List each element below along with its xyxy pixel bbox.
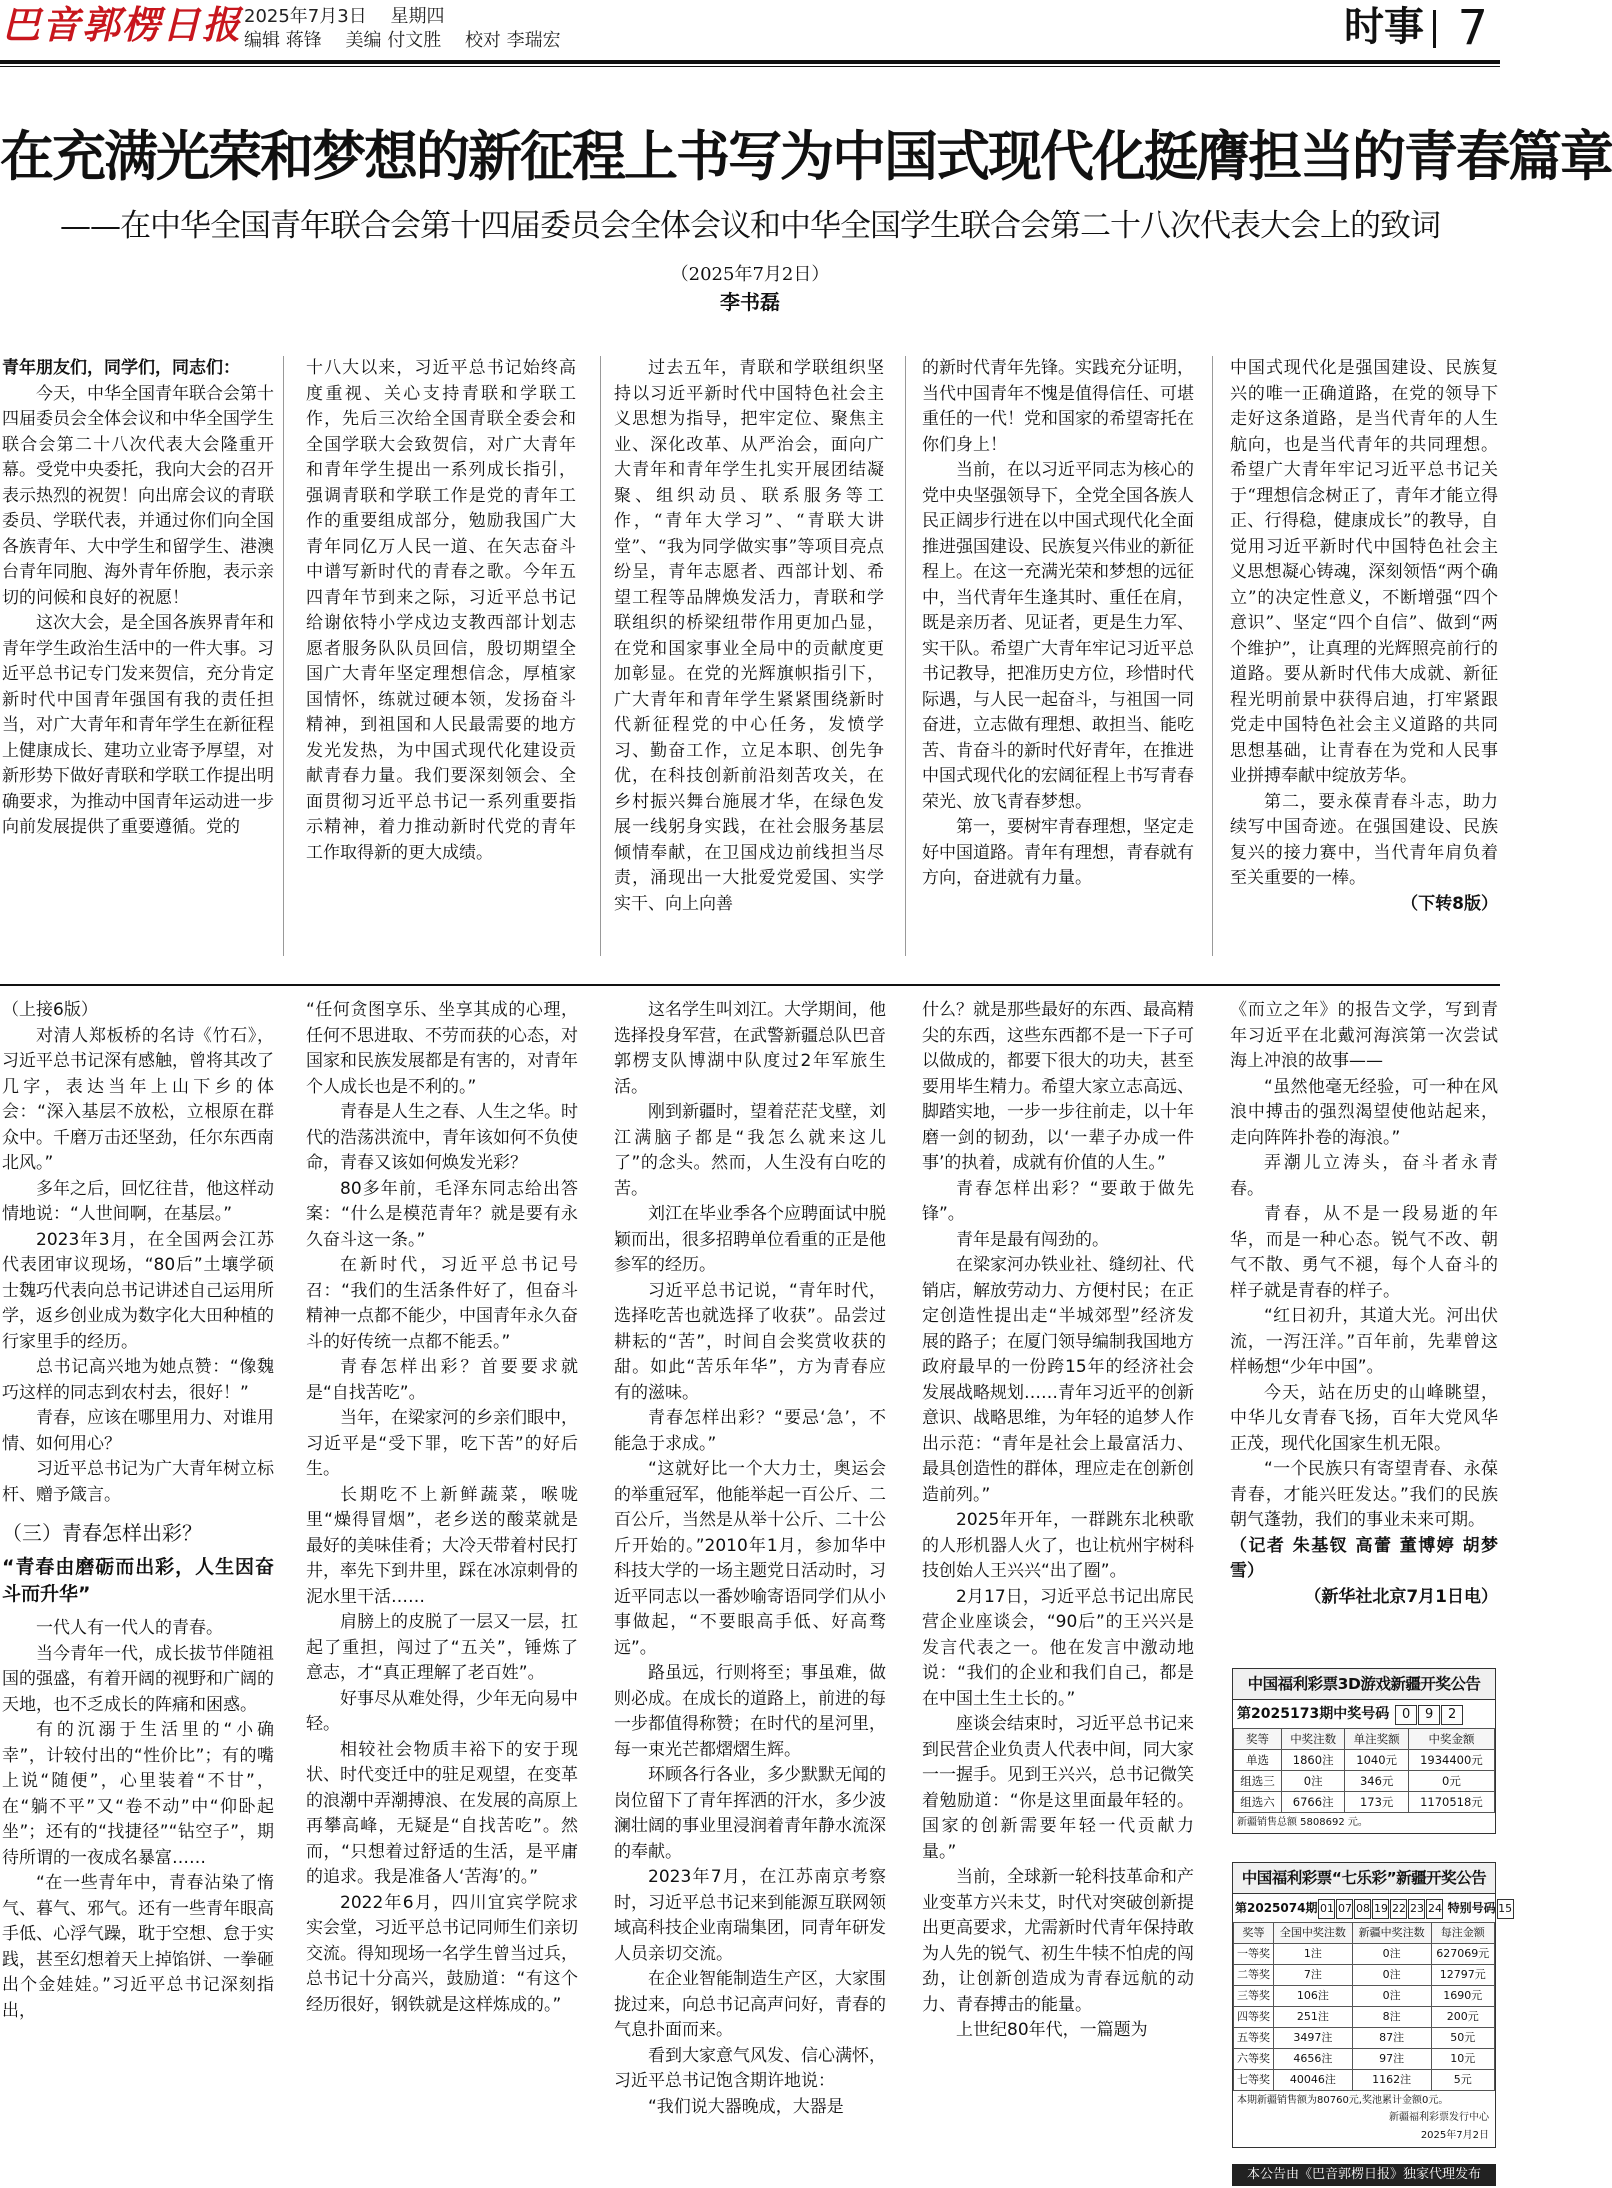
paragraph: 青春，从不是一段易逝的年华，而是一种心态。锐气不改、朝气不散、勇气不褪，每个人奋斗的样子就是青春的样子。 xyxy=(1230,1204,1498,1301)
paragraph: 第一，要树牢青春理想，坚定走好中国道路。青年有理想，青春就有方向，奋进就有力量。 xyxy=(922,817,1194,888)
table-cell: 0元 xyxy=(1408,1771,1494,1792)
table-row xyxy=(1234,1965,1495,1986)
paragraph: 刘江在毕业季各个应聘面试中脱颖而出，很多招聘单位看重的正是他参军的经历。 xyxy=(614,1204,886,1275)
paragraph: 中国式现代化是强国建设、民族复兴的唯一正确道路，在党的领导下走好这条道路，是当代青年的人生航向，也是当代青年的共同理想。希望广大青年牢记习近平总书记关于“理想信念树正了，青年才能立得正、行得稳，健康成长”的教导，自觉用习近平新时代中国特色社会主义思想凝心铸魂，深刻领悟“两个确立”的决定性意义，不断增强“四个意识”、坚定“四个自信”、做到“两个维护”，让真理的光辉照亮前行的道路。要从新时代伟大成就、新征程光明前景中获得启迪，打牢紧跟党走中国特色社会主义道路的共同思想基础，让青春在为党和人民事业拼搏奉献中绽放芳华。 xyxy=(1230,358,1498,786)
paragraph: 80多年前，毛泽东同志给出答案：“什么是模范青年？就是要有永久奋斗这一条。” xyxy=(306,1178,578,1250)
table-header: 中奖金额 xyxy=(1408,1729,1494,1750)
lottery-qilecai-table xyxy=(1233,1922,1495,2091)
issue-date-line xyxy=(244,2,462,28)
paragraph: 座谈会结束时，习近平总书记来到民营企业负责人代表中间，同大家一一握手。见到王兴兴，总书记微笑着勉励道：“你是这里面最年轻的。国家的创新需要年轻一代贡献力量。” xyxy=(922,1714,1194,1862)
paragraph: 刚到新疆时，望着茫茫戈壁，刘江满脑子都是“我怎么就来这儿了”的念头。然而，人生没有白吃的苦。 xyxy=(614,1102,886,1199)
bottom-column-2 xyxy=(306,998,578,2186)
lottery-number: 08 xyxy=(1354,1899,1371,1919)
lottery-qilecai-period-label: 第2025074期 xyxy=(1235,1901,1318,1915)
table-cell: 组选三 xyxy=(1234,1771,1282,1792)
column-separator xyxy=(1212,356,1213,956)
table-cell: 1934400元 xyxy=(1408,1750,1494,1771)
table-cell: 0注 xyxy=(1352,1986,1431,2007)
lottery-qilecai-note: 本期新疆销售额为80760元,奖池累计金额0元。 xyxy=(1237,2095,1449,2106)
paragraph: 多年之后，回忆往昔，他这样动情地说：“人世间啊，在基层。” xyxy=(2,1178,274,1224)
table-cell: 1注 xyxy=(1273,1944,1352,1965)
lottery-3d-period-label: 第2025173期中奖号码 xyxy=(1237,1706,1390,1722)
paragraph: 当前，全球新一轮科技革命和产业变革方兴未艾，时代对突破创新提出更高要求，尤需新时代青年保持敢为人先的锐气、初生牛犊不怕虎的闯劲，让创新创造成为青春远航的动力、青春搏击的能量。 xyxy=(922,1867,1194,2015)
paragraph: 今天，站在历史的山峰眺望，中华儿女青春飞扬，百年大党风华正茂，现代化国家生机无限。 xyxy=(1230,1382,1498,1454)
masthead xyxy=(0,0,1500,62)
table-cell: 10元 xyxy=(1431,2049,1495,2070)
paragraph: 好事尽从难处得，少年无向易中轻。 xyxy=(306,1688,578,1734)
table-cell: 三等奖 xyxy=(1234,1986,1274,2007)
lottery-special-number: 15 xyxy=(1497,1899,1514,1919)
paragraph: 环顾各行各业，多少默默无闻的岗位留下了青年挥洒的汗水，多少波澜壮阔的事业里浸润着青年静水流深的奉献。 xyxy=(614,1765,886,1862)
table-row xyxy=(1234,1944,1495,1965)
lottery-qilecai-period xyxy=(1233,1894,1513,1922)
section-name: 时事 xyxy=(1344,4,1424,50)
bottom-column-5 xyxy=(1230,998,1498,1630)
table-cell: 12797元 xyxy=(1431,1965,1495,1986)
paragraph: 在新时代，习近平总书记号召：“我们的生活条件好了，但奋斗精神一点都不能少，中国青年永久奋斗的好传统一点都不能丢。” xyxy=(306,1255,578,1352)
section-subhead: （三）青春怎样出彩？ xyxy=(2,1521,202,1545)
paragraph: 什么？就是那些最好的东西、最高精尖的东西，这些东西都不是一下子可以做成的，都要下很大的功夫，甚至要用毕生精力。希望大家立志高远、脚踏实地，一步一步往前走，以十年磨一剑的韧劲，以‘一辈子办成一件事’的执着，成就有价值的人生。” xyxy=(922,1000,1194,1173)
table-cell: 5元 xyxy=(1431,2070,1495,2091)
lottery-special-label: 特别号码 xyxy=(1447,1901,1496,1915)
table-cell: 40046注 xyxy=(1273,2070,1352,2091)
paragraph: 当年，在梁家河的乡亲们眼中，习近平是“受下罪，吃下苦”的好后生。 xyxy=(306,1408,578,1479)
table-header: 中奖注数 xyxy=(1281,1729,1344,1750)
paragraph: 2月17日，习近平总书记出席民营企业座谈会，“90后”的王兴兴是发言代表之一。他在发言中激动地说：“我们的企业和我们自己，都是在中国土生土长的。” xyxy=(922,1586,1194,1709)
paragraph: 2023年3月，在全国两会江苏代表团审议现场，“80后”土壤学硕士魏巧代表向总书记讲述自己运用所学，返乡创业成为数字化大田种植的行家里手的经历。 xyxy=(2,1229,274,1352)
designer-credit: 美编 付文胜 xyxy=(345,30,442,51)
article-subtitle: ——在中华全国青年联合会第十四届委员会全体会议和中华全国学生联合会第二十八次代表大会上的致词 xyxy=(60,208,1440,244)
lottery-number: 0 xyxy=(1395,1705,1417,1725)
paragraph: “虽然他毫无经验，可一种在风浪中搏击的强烈渴望使他站起来，走向阵阵扑卷的海浪。” xyxy=(1230,1076,1498,1148)
article-author: 李书磊 xyxy=(720,290,780,314)
table-cell: 一等奖 xyxy=(1234,1944,1274,1965)
lottery-number: 2 xyxy=(1441,1705,1463,1725)
table-cell: 4656注 xyxy=(1273,2049,1352,2070)
bottom-column-3 xyxy=(614,998,886,2186)
table-row xyxy=(1234,1792,1495,1813)
table-header: 单注奖额 xyxy=(1345,1729,1408,1750)
paragraph: 有的沉溺于生活里的“小确幸”，计较付出的“性价比”；有的嘴上说“随便”，心里装着“不甘”，在“躺不平”又“卷不动”中“仰卧起坐”；还有的“找捷径”“钻空子”，期待所谓的一夜成名暴富…… xyxy=(2,1720,274,1868)
paragraph: 在企业智能制造生产区，大家围拢过来，向总书记高声问好，青春的气息扑面而来。 xyxy=(614,1969,886,2040)
table-row xyxy=(1234,2049,1495,2070)
top-column-1 xyxy=(2,356,274,956)
paragraph: 相较社会物质丰裕下的安于现状、时代变迁中的驻足观望，在变革的浪潮中弄潮搏浪、在发展的高原上再攀高峰，无疑是“自找苦吃”。然而，“只想着过舒适的生活，是平庸的追求。我是准备人‘苦海’的。” xyxy=(306,1739,578,1887)
proofreader-credit: 校对 李瑞宏 xyxy=(464,30,561,51)
bottom-column-4 xyxy=(922,998,1194,2186)
lottery-3d-period xyxy=(1233,1700,1495,1728)
column-separator xyxy=(905,356,906,956)
paragraph: “在一些青年中，青春沾染了惰气、暮气、邪气。还有一些青年眼高手低、心浮气躁，耽于空想、怠于实践，甚至幻想着天上掉馅饼、一拳砸出个金娃娃。”习近平总书记深刻指出， xyxy=(2,1873,274,2021)
masthead-rule-thin xyxy=(0,66,1500,67)
table-cell: 七等奖 xyxy=(1234,2070,1274,2091)
staff-line xyxy=(244,26,579,52)
reporter-byline: （记者 朱基钗 高蕾 董博婷 胡梦雪） xyxy=(1230,1535,1498,1581)
paragraph: 2022年6月，四川宜宾学院求实会堂，习近平总书记同师生们亲切交流。得知现场一名学生曾当过兵，总书记十分高兴，鼓励道：“有这个经历很好，钢铁就是这样炼成的。” xyxy=(306,1892,578,2015)
masthead-rule xyxy=(0,60,1500,64)
paragraph: 一代人有一代人的青春。 xyxy=(36,1618,223,1638)
table-cell: 二等奖 xyxy=(1234,1965,1274,1986)
lottery-issue-date: 2025年7月2日 xyxy=(1420,2130,1489,2141)
lottery-3d-note: 新疆销售总额 5808692 元。 xyxy=(1237,1817,1368,1828)
table-cell: 7注 xyxy=(1273,1965,1352,1986)
table-header-row xyxy=(1234,1729,1495,1750)
table-header: 奖等 xyxy=(1234,1729,1282,1750)
table-cell: 97注 xyxy=(1352,2049,1431,2070)
table-row xyxy=(1234,1750,1495,1771)
table-cell: 200元 xyxy=(1431,2007,1495,2028)
paragraph: 这名学生叫刘江。大学期间，他选择投身军营，在武警新疆总队巴音郭楞支队博湖中队度过2年军旅生活。 xyxy=(614,1000,886,1097)
article-headline: 在充满光荣和梦想的新征程上书写为中国式现代化挺膺担当的青春篇章 xyxy=(0,125,1612,188)
table-header-row xyxy=(1234,1923,1495,1944)
continued-note: （下转8版） xyxy=(1401,893,1498,914)
section-rule xyxy=(0,984,1500,986)
table-cell: 251注 xyxy=(1273,2007,1352,2028)
lottery-number: 24 xyxy=(1426,1899,1443,1919)
paragraph: 青春，应该在哪里用力、对谁用情、如何用心？ xyxy=(2,1408,274,1454)
table-cell: 1162注 xyxy=(1352,2070,1431,2091)
paragraph: “我们说大器晚成，大器是 xyxy=(648,2096,844,2117)
paragraph: 第二，要永葆青春斗志，助力续写中国奇迹。在强国建设、民族复兴的接力赛中，当代青年肩负着至关重要的一棒。 xyxy=(1230,791,1498,888)
lottery-number: 22 xyxy=(1390,1899,1407,1919)
paragraph: 对清人郑板桥的名诗《竹石》，习近平总书记深有感触，曾将其改了几字，表达当年上山下乡的体会：“深入基层不放松，立根原在群众中。千磨万击还坚劲，任尔东西南北风。” xyxy=(2,1025,274,1173)
table-cell: 87注 xyxy=(1352,2028,1431,2049)
paragraph: “红日初升，其道大光。河出伏流，一泻汪洋。”百年前，先辈曾这样畅想“少年中国”。 xyxy=(1230,1306,1498,1377)
newspaper-logo: 巴音郭楞日报 xyxy=(2,2,243,47)
paragraph: 青年是最有闯劲的。 xyxy=(956,1229,1109,1250)
continued-from-note: （上接6版） xyxy=(2,1000,98,1020)
table-cell: 6766注 xyxy=(1281,1792,1344,1813)
paragraph: 《而立之年》的报告文学，写到青年习近平在北戴河海滨第一次尝试海上冲浪的故事—— xyxy=(1230,1000,1498,1071)
paragraph: 长期吃不上新鲜蔬菜，喉咙里“燥得冒烟”，老乡送的酸菜就是最好的美味佳肴；大冷天带着村民打井，率先下到井里，踩在冰凉刺骨的泥水里干活…… xyxy=(306,1484,578,1607)
top-column-5 xyxy=(1230,356,1498,956)
table-cell: 五等奖 xyxy=(1234,2028,1274,2049)
table-cell: 106注 xyxy=(1273,1986,1352,2007)
paragraph: 2023年7月，在江苏南京考察时，习近平总书记来到能源互联网领域高科技企业南瑞集团，同青年研发人员亲切交流。 xyxy=(614,1867,886,1964)
lottery-issuer: 新疆福利彩票发行中心 xyxy=(1389,2112,1489,2123)
table-row xyxy=(1234,2028,1495,2049)
lottery-number: 9 xyxy=(1418,1705,1440,1725)
paragraph: 青春怎样出彩？首要要求就是“自找苦吃”。 xyxy=(306,1357,578,1403)
paragraph: 路虽远，行则将至；事虽难，做则必成。在成长的道路上，前进的每一步都值得称赞；在时代的星河里，每一束光芒都熠熠生辉。 xyxy=(614,1663,886,1760)
table-row xyxy=(1234,1986,1495,2007)
lottery-number: 01 xyxy=(1318,1899,1335,1919)
table-cell: 173元 xyxy=(1345,1792,1408,1813)
paragraph: 青春怎样出彩？“要忌‘急’，不能急于求成。” xyxy=(614,1408,886,1454)
bottom-column-1 xyxy=(2,998,274,2186)
paragraph: 上世纪80年代，一篇题为 xyxy=(956,2020,1148,2040)
column-separator xyxy=(600,356,601,956)
table-row xyxy=(1234,1771,1495,1792)
table-header: 奖等 xyxy=(1234,1923,1274,1944)
paragraph: “任何贪图享乐、坐享其成的心理，任何不思进取、不劳而获的心态，对国家和民族发展都是有害的，对青年个人成长也是不利的。” xyxy=(306,1000,578,1097)
news-dateline: （新华社北京7月1日电） xyxy=(1304,1586,1498,1607)
table-cell: 组选六 xyxy=(1234,1792,1282,1813)
page-number: 7 xyxy=(1457,0,1488,56)
issue-date: 2025年7月3日 xyxy=(244,6,367,27)
lottery-qilecai-notice xyxy=(1232,1862,1513,2148)
table-cell: 0注 xyxy=(1352,1965,1431,1986)
paragraph: 十八大以来，习近平总书记始终高度重视、关心支持青联和学联工作，先后三次给全国青联全委会和全国学联大会致贺信，对广大青年和青年学生提出一系列成长指引，强调青联和学联工作是党的青年工作的重要组成部分，勉励我国广大青年同亿万人民一道、在矢志奋斗中谱写新时代的青春之歌。今年五四青年节到来之际，习近平总书记给谢依特小学戍边支教西部计划志愿者服务队队员回信，殷切期望全国广大青年坚定理想信念，厚植家国情怀，练就过硬本领，发扬奋斗精神，到祖国和人民最需要的地方发光发热，为中国式现代化建设贡献青春力量。我们要深刻领会、全面贯彻习近平总书记一系列重要指示精神，着力推动新时代党的青年工作取得新的更大成绩。 xyxy=(306,358,576,863)
table-cell: 3497注 xyxy=(1273,2028,1352,2049)
table-cell: 627069元 xyxy=(1431,1944,1495,1965)
table-cell: 1860注 xyxy=(1281,1750,1344,1771)
paragraph: “一个民族只有寄望青春、永葆青春，才能兴旺发达。”我们的民族朝气蓬勃，我们的事业未来可期。 xyxy=(1230,1459,1498,1530)
table-row xyxy=(1234,2007,1495,2028)
paragraph: 2025年开年，一群跳东北秧歌的人形机器人火了，也让杭州宇树科技创始人王兴兴“出了圈”。 xyxy=(922,1510,1194,1581)
table-cell: 1690元 xyxy=(1431,1986,1495,2007)
table-cell: 单选 xyxy=(1234,1750,1282,1771)
quote-headline: “青春由磨砺而出彩，人生因奋斗而升华” xyxy=(2,1556,274,1605)
paragraph: 这次大会，是全国各族界青年和青年学生政治生活中的一件大事。习近平总书记专门发来贺信，充分肯定新时代中国青年强国有我的责任担当，对广大青年和青年学生在新征程上健康成长、建功立业寄予厚望，对新形势下做好青联和学联工作提出明确要求，为推动中国青年运动进一步向前发展提供了重要遵循。党的 xyxy=(2,613,274,837)
lottery-3d-title: 中国福利彩票3D游戏新疆开奖公告 xyxy=(1233,1669,1495,1700)
paragraph: 看到大家意气风发、信心满怀，习近平总书记饱含期许地说： xyxy=(614,2045,886,2091)
section-divider xyxy=(1433,10,1436,48)
paragraph: 的新时代青年先锋。实践充分证明，当代中国青年不愧是值得信任、可堪重任的一代！党和国家的希望寄托在你们身上！ xyxy=(922,358,1194,455)
greeting: 青年朋友们，同学们，同志们： xyxy=(2,358,240,378)
lottery-agency-notice: 本公告由《巴音郭楞日报》独家代理发布 xyxy=(1232,2164,1496,2186)
table-cell: 0注 xyxy=(1352,1944,1431,1965)
lottery-3d-notice xyxy=(1232,1668,1496,1834)
lottery-number: 07 xyxy=(1336,1899,1353,1919)
lottery-qilecai-title: 中国福利彩票“七乐彩”新疆开奖公告 xyxy=(1233,1863,1495,1894)
paragraph: 总书记高兴地为她点赞：“像魏巧这样的同志到农村去，很好！” xyxy=(2,1357,274,1403)
paragraph: 在梁家河办铁业社、缝纫社、代销店，解放劳动力、方便村民；在正定创造性提出走“半城郊型”经济发展的路子；在厦门领导编制我国地方政府最早的一份跨15年的经济社会发展战略规划……青年习近平的创新意识、战略思维，为年轻的追梦人作出示范：“青年是社会上最富活力、最具创造性的群体，理应走在创新创造前列。” xyxy=(922,1255,1194,1505)
column-separator xyxy=(283,356,284,956)
top-column-2 xyxy=(306,356,576,956)
table-row xyxy=(1234,2070,1495,2091)
table-cell: 346元 xyxy=(1345,1771,1408,1792)
lottery-number: 23 xyxy=(1408,1899,1425,1919)
paragraph: 习近平总书记为广大青年树立标杆、赠予箴言。 xyxy=(2,1459,274,1505)
paragraph: 当前，在以习近平同志为核心的党中央坚强领导下，全党全国各族人民正阔步行进在以中国式现代化全面推进强国建设、民族复兴伟业的新征程上。在这一充满光荣和梦想的远征中，当代青年生逢其时、重任在肩，既是亲历者、见证者，更是生力军、实干队。希望广大青年牢记习近平总书记教导，把准历史方位，珍惜时代际遇，与人民一起奋斗，与祖国一同奋进，立志做有理想、敢担当、能吃苦、肯奋斗的新时代好青年，在推进中国式现代化的宏阔征程上书写青春荣光、放飞青春梦想。 xyxy=(922,460,1194,812)
table-header: 每注金额 xyxy=(1431,1923,1495,1944)
paragraph: 青春是人生之春、人生之华。时代的浩荡洪流中，青年该如何不负使命，青春又该如何焕发光彩？ xyxy=(306,1102,578,1173)
table-cell: 50元 xyxy=(1431,2028,1495,2049)
paragraph: 今天，中华全国青年联合会第十四届委员会全体会议和中华全国学生联合会第二十八次代表大会隆重开幕。受党中央委托，我向大会的召开表示热烈的祝贺！向出席会议的青联委员、学联代表，并通过你们向全国各族青年、大中学生和留学生、港澳台青年同胞、海外青年侨胞，表示亲切的问候和良好的祝愿！ xyxy=(2,383,274,608)
speech-date: （2025年7月2日） xyxy=(670,264,830,285)
table-header: 全国中奖注数 xyxy=(1273,1923,1352,1944)
lottery-number: 19 xyxy=(1372,1899,1389,1919)
paragraph: 当今青年一代，成长拔节伴随祖国的强盛，有着开阔的视野和广阔的天地，也不乏成长的阵痛和困惑。 xyxy=(2,1643,274,1715)
table-cell: 0注 xyxy=(1281,1771,1344,1792)
paragraph: 习近平总书记说，“青年时代，选择吃苦也就选择了收获”。品尝过耕耘的“苦”，时间自会奖赏收获的甜。如此“苦乐年华”，方为青春应有的滋味。 xyxy=(614,1280,886,1403)
table-cell: 8注 xyxy=(1352,2007,1431,2028)
table-cell: 四等奖 xyxy=(1234,2007,1274,2028)
paragraph: 弄潮儿立涛头，奋斗者永青春。 xyxy=(1230,1153,1498,1199)
paragraph: “这就好比一个大力士，奥运会的举重冠军，他能举起一百公斤、二百公斤，当然是从举十公斤、二十公斤开始的。”2010年1月，参加华中科技大学的一场主题党日活动时，习近平同志以一番妙喻寄语同学们从小事做起，“不要眼高手低、好高骛远”。 xyxy=(614,1459,886,1658)
issue-weekday: 星期四 xyxy=(390,6,445,27)
table-cell: 六等奖 xyxy=(1234,2049,1274,2070)
editor-credit: 编辑 蒋锋 xyxy=(244,30,322,51)
top-column-4 xyxy=(922,356,1194,956)
paragraph: 肩膀上的皮脱了一层又一层，扛起了重担，闯过了“五关”，锤炼了意志，才“真正理解了老百姓”。 xyxy=(306,1612,578,1683)
paragraph: 青春怎样出彩？“要敢于做先锋”。 xyxy=(922,1178,1194,1224)
table-header: 新疆中奖注数 xyxy=(1352,1923,1431,1944)
paragraph: 过去五年，青联和学联组织坚持以习近平新时代中国特色社会主义思想为指导，把牢定位、聚焦主业、深化改革、从严治会，面向广大青年和青年学生扎实开展团结凝聚、组织动员、联系服务等工作，“青年大学习”、“青联大讲堂”、“我为同学做实事”等项目亮点纷呈，青年志愿者、西部计划、希望工程等品牌焕发活力，青联和学联组织的桥梁纽带作用更加凸显，在党和国家事业全局中的贡献度更加彰显。在党的光辉旗帜指引下，广大青年和青年学生紧紧围绕新时代新征程党的中心任务，发愤学习、勤奋工作，立足本职、创先争优，在科技创新前沿刻苦攻关，在乡村振兴舞台施展才华，在绿色发展一线躬身实践，在社会服务基层倾情奉献，在卫国戍边前线担当尽责，涌现出一大批爱党爱国、实学实干、向上向善 xyxy=(614,358,884,914)
table-cell: 1040元 xyxy=(1345,1750,1408,1771)
lottery-3d-table xyxy=(1233,1728,1495,1813)
table-cell: 1170518元 xyxy=(1408,1792,1494,1813)
top-column-3 xyxy=(614,356,884,956)
